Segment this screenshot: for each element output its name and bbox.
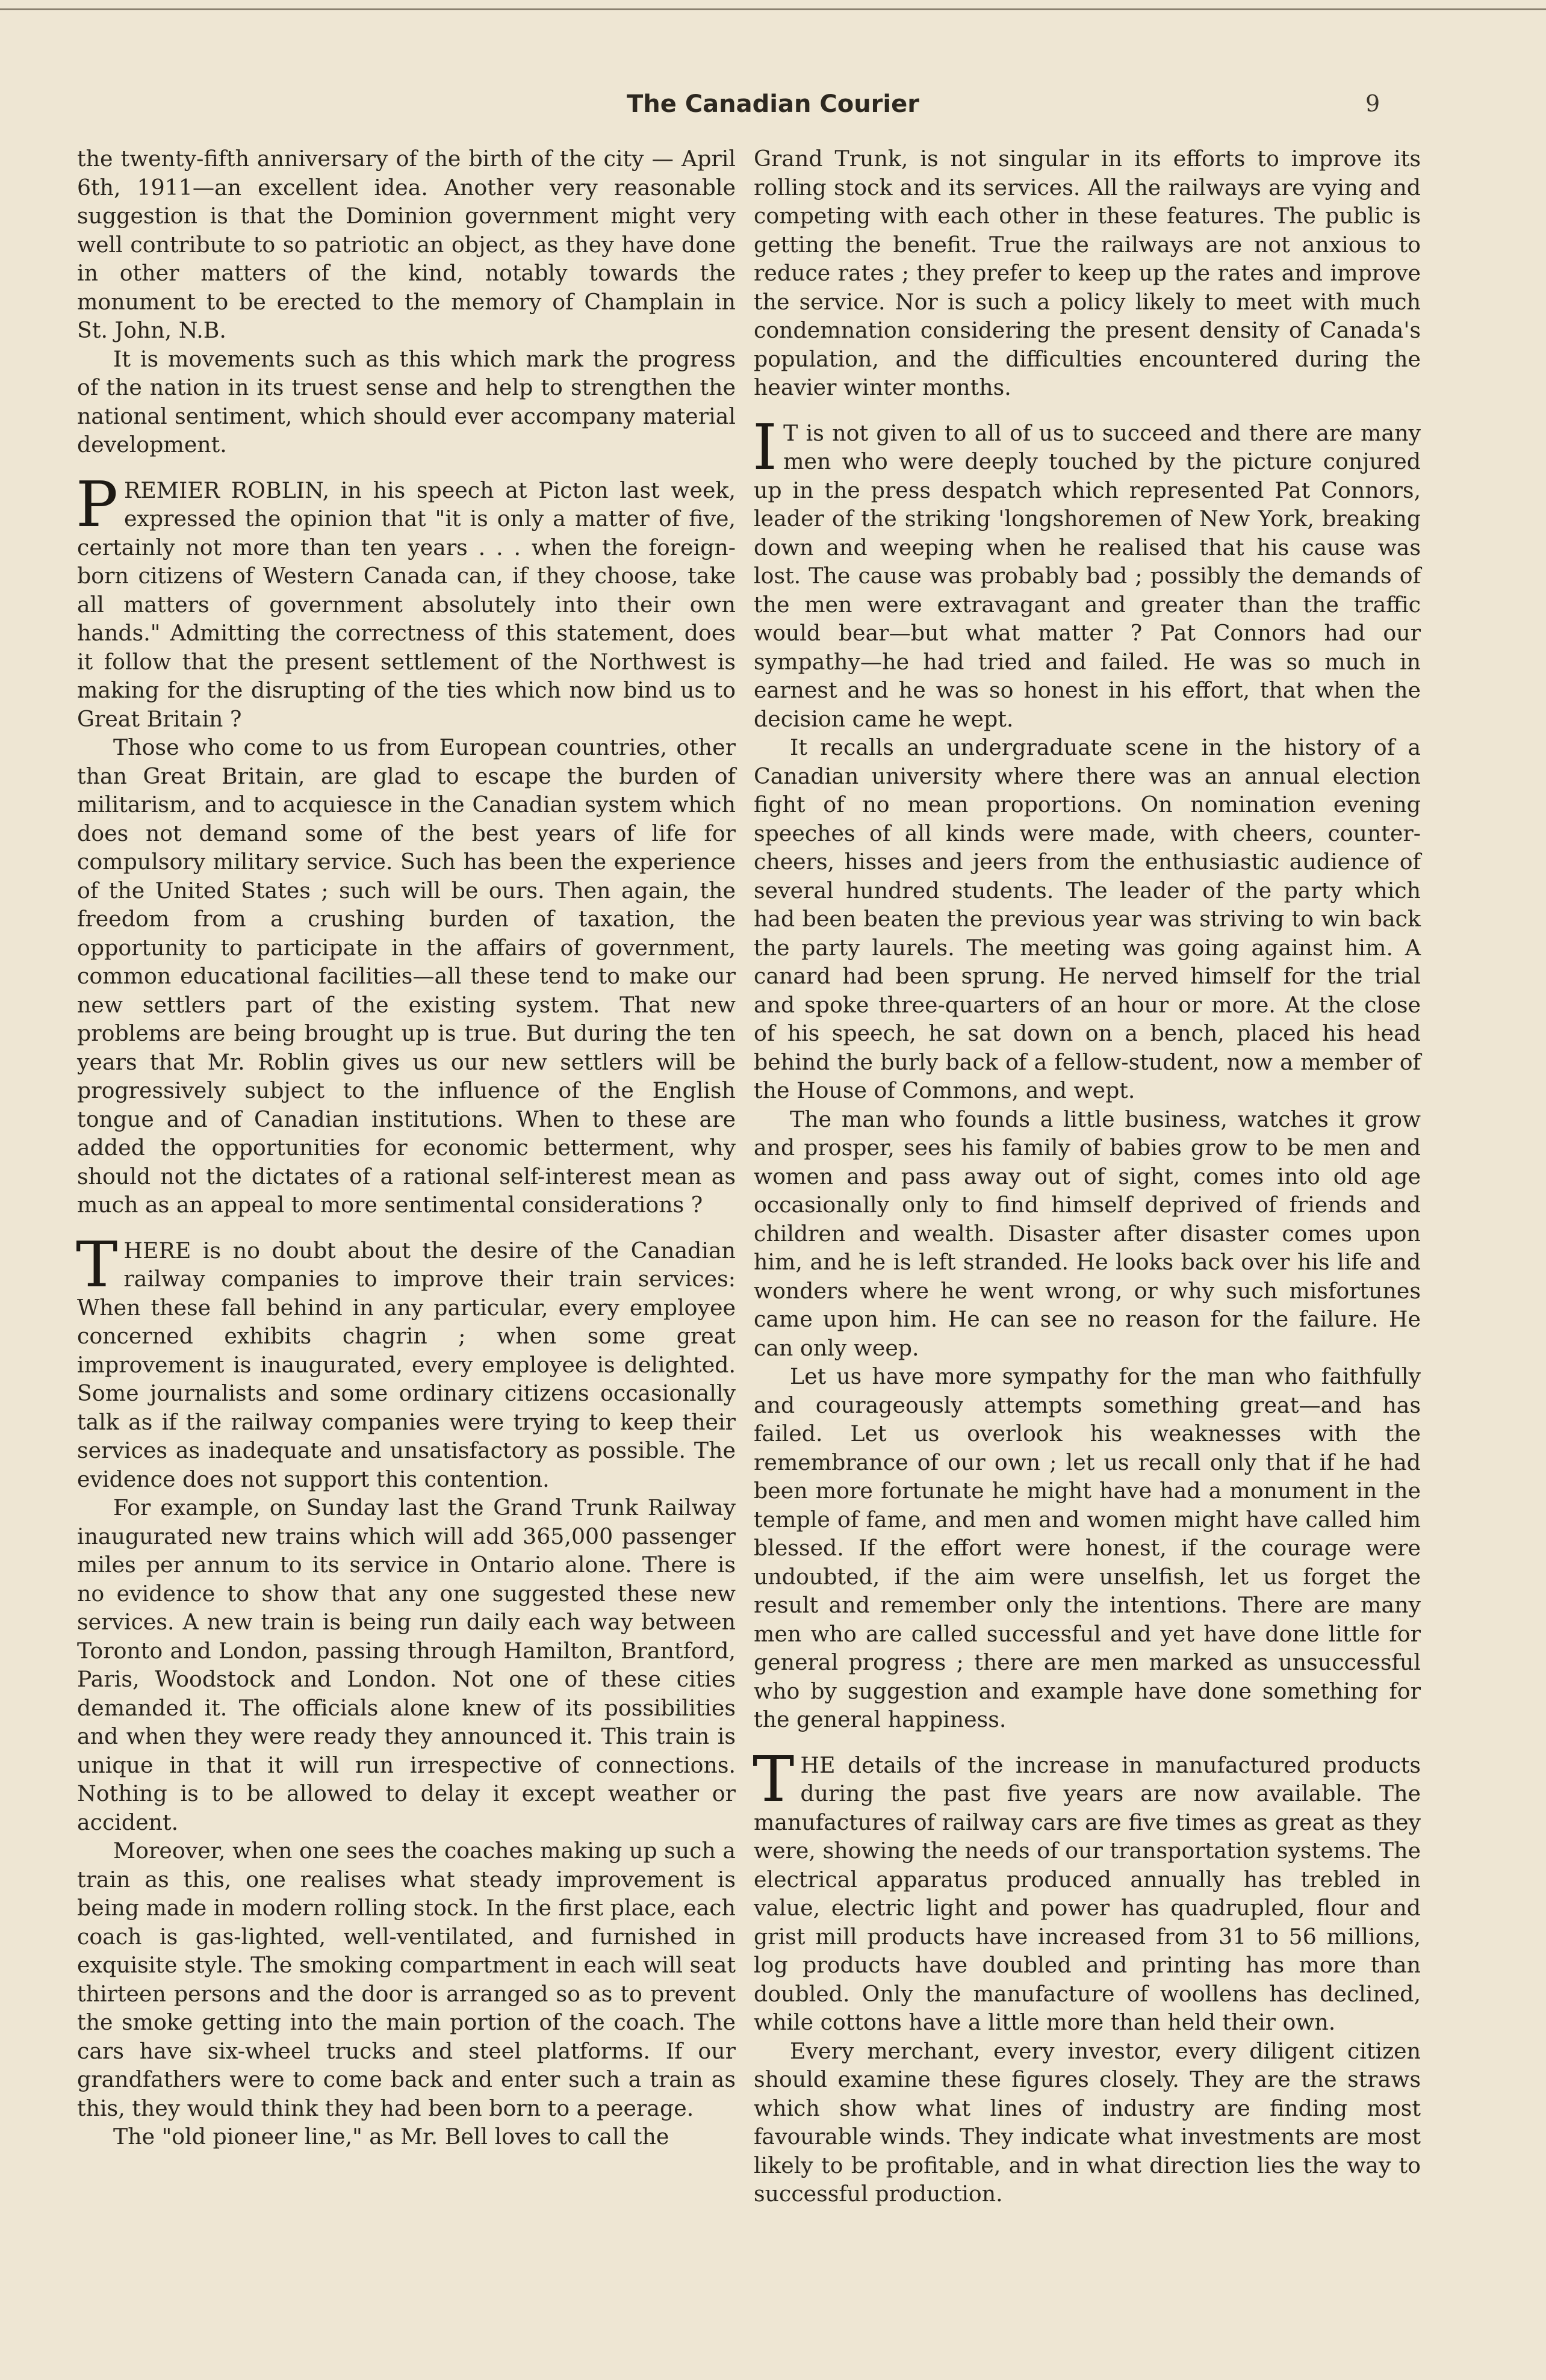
editorial-what-of-the-future [76,467,736,734]
paragraph: Moreover, when one sees the coaches making up such a train as this, one realises what steady improvement is being made in modern rolling stock. In the first place, each coach is gas-lighted, well-ventilated, and furnished in exquisite style. The smoking compartment in each will seat thirteen persons and the door is arranged so as to prevent the smoke getting into the main portion of the coach. The cars have six-wheel trucks and steel platforms. If our grandfathers were to come back and enter such a train as this, they would think they had been born to a peerage. [77,1838,736,2121]
paragraph: It is movements such as this which mark the progress of the nation in its truest sense and help to strengthen the national sentiment, which should ever accompany material development. [77,346,736,457]
paragraph: It recalls an undergraduate scene in the history of a Canadian university where there was an annual election fight of no mean proportions. On nomination evening speeches of all kinds were made, with cheers, counter-cheers, hisses and jeers from the enthusiastic audience of several hundred students. The leader of the party which had been beaten the previous year was striving to win back the party laurels. The meeting was going against him. A canard had been sprung. He nerved himself for the trial and spoke three-quarters of an hour or more. At the close of his speech, he sat down on a bench, placed his head behind the burly back of a fellow-student, now a member of the House of Commons, and wept. [754,734,1421,1103]
editorial-the-man-who-fails [753,410,1421,734]
paragraph: For example, on Sunday last the Grand Trunk Railway inaugurated new trains which will add 365,000 passenger miles per annum to its service in Ontario alone. There is no evidence to show that any one suggested these new services. A new train is being run daily each way between Toronto and London, passing through Hamilton, Brantford, Paris, Woodstock and London. Not one of these cities demanded it. The officials alone knew of its possibilities and when they were ready they announced it. This train is unique in that it will run irrespective of connections. Nothing is to be allowed to delay it except weather or accident. [77,1495,736,1835]
editorial-industrial-barometer [753,1742,1421,2037]
lead-in-caps: REMIER ROBLIN, [123,477,330,503]
paragraph: Every merchant, every investor, every diligent citizen should examine these figures closely. They are the straws which show what lines of industry are finding most favourable winds. They indicate what investments are most likely to be profitable, and in what direction lies the way to successful production. [754,2038,1421,2207]
editorial-text: details of the increase in manufactured products during the past five years are now available. The manufactures of railway cars are five times as great as they were, showing the needs of our transportation systems. The electrical apparatus produced annually has trebled in value, electric light and power has quadrupled, flour and grist mill products have increased from 31 to 56 millions, log products have doubled and printing has more than doubled. Only the manufacture of woollens has declined, while cottons have a little more than held their own. [754,1752,1421,2035]
lead-in-caps: HERE [123,1237,191,1263]
page-number: 9 [1365,90,1380,117]
left-column [77,144,736,2151]
paragraph: Let us have more sympathy for the man who faithfully and courageously attempts something great—and has failed. Let us overlook his weaknesses with the remembrance of our own ; let us recall only that if he had been more fortunate he might have had a monument in the temple of fame, and men and women might have called him blessed. If the effort were honest, if the courage were undoubted, if the aim were unselfish, let us forget the result and remember only the intentions. There are many men who are called successful and yet have done little for general progress ; there are men marked as unsuccessful who by suggestion and example have done something for the general happiness. [754,1363,1421,1732]
editorial-text: is not given to all of us to succeed and there are many men who were deeply touched by the picture conjured up in the press despatch which represented Pat Connors, leader of the striking 'longshoremen of New York, breaking down and weeping when he realised that his cause was lost. The cause was probably bad ; possibly the demands of the men were extravagant and greater than the traffic would bear—but what matter ? Pat Connors had our sympathy—he had tried and failed. He was so much in earnest and he was so honest in his effort, that when the decision came he wept. [754,420,1421,732]
paragraph: Grand Trunk, is not singular in its efforts to improve its rolling stock and its services. All the railways are vying and competing with each other in these features. The public is getting the benefit. True the railways are not anxious to reduce rates ; they prefer to keep up the rates and improve the service. Nor is such a policy likely to meet with much condemnation considering the present density of Canada's population, and the difficulties encountered during the heavier winter months. [754,146,1421,400]
right-column [754,144,1421,2208]
paragraph: The "old pioneer line," as Mr. Bell loves to call the [113,2124,669,2149]
lead-in-caps: T [783,420,798,446]
paragraph: the twenty-fifth anniversary of the birth of the city — April 6th, 1911—an excellent idea. Another very reasonable suggestion is that the Dominion government might very well contribute to so patriotic an object, as they have done in other matters of the kind, notably towards the monument to be erected to the memory of Champlain in St. John, N.B. [77,146,736,343]
drop-cap: T [76,1227,118,1301]
drop-cap: P [76,467,118,541]
lead-in-caps: HE [800,1752,836,1778]
editorial-improved-train-service [76,1227,736,1494]
page-header [0,90,1546,132]
editorial-text: is no doubt about the desire of the Canadian railway companies to improve their train services: When these fall behind in any particular, every employee concerned exhibits chagrin ; when some great improvement is inaugurated, every employee is delighted. Some journalists and some ordinary citizens occasionally talk as if the railway companies were trying to keep their services as inadequate and unsatisfactory as possible. The evidence does not support this contention. [77,1237,736,1492]
editorial-text: in his speech at Picton last week, expressed the opinion that "it is only a matter of five, certainly not more than ten years . . . when the foreign-born citizens of Western Canada can, if they choose, take all matters of government absolutely into their own hands." Admitting the correctness of this statement, does it follow that the present settlement of the Northwest is making for the disrupting of the ties which now bind us to Great Britain ? [77,477,736,732]
drop-cap: I [753,410,778,484]
paragraph: The man who founds a little business, watches it grow and prosper, sees his family of babies grow to be men and women and pass away out of sight, comes into old age occasionally only to find himself deprived of friends and children and wealth. Disaster after disaster comes upon him, and he is left stranded. He looks back over his life and wonders where he went wrong, or why such misfortunes came upon him. He can see no reason for the failure. He can only weep. [754,1106,1421,1361]
drop-cap: T [753,1742,795,1816]
publication-title: The Canadian Courier [627,90,919,118]
top-rule [0,8,1546,10]
paragraph: Those who come to us from European countries, other than Great Britain, are glad to escape the burden of militarism, and to acquiesce in the Canadian system which does not demand some of the best years of life for compulsory military service. Such has been the experience of the United States ; such will be ours. Then again, the freedom from a crushing burden of taxation, the opportunity to participate in the affairs of government, common educational facilities—all these tend to make our new settlers part of the existing system. That new problems are being brought up is true. But during the ten years that Mr. Roblin gives us our new settlers will be progressively subject to the influence of the English tongue and of Canadian institutions. When to these are added the opportunities for economic betterment, why should not the dictates of a rational self-interest mean as much as an appeal to more sentimental considerations ? [77,734,736,1218]
